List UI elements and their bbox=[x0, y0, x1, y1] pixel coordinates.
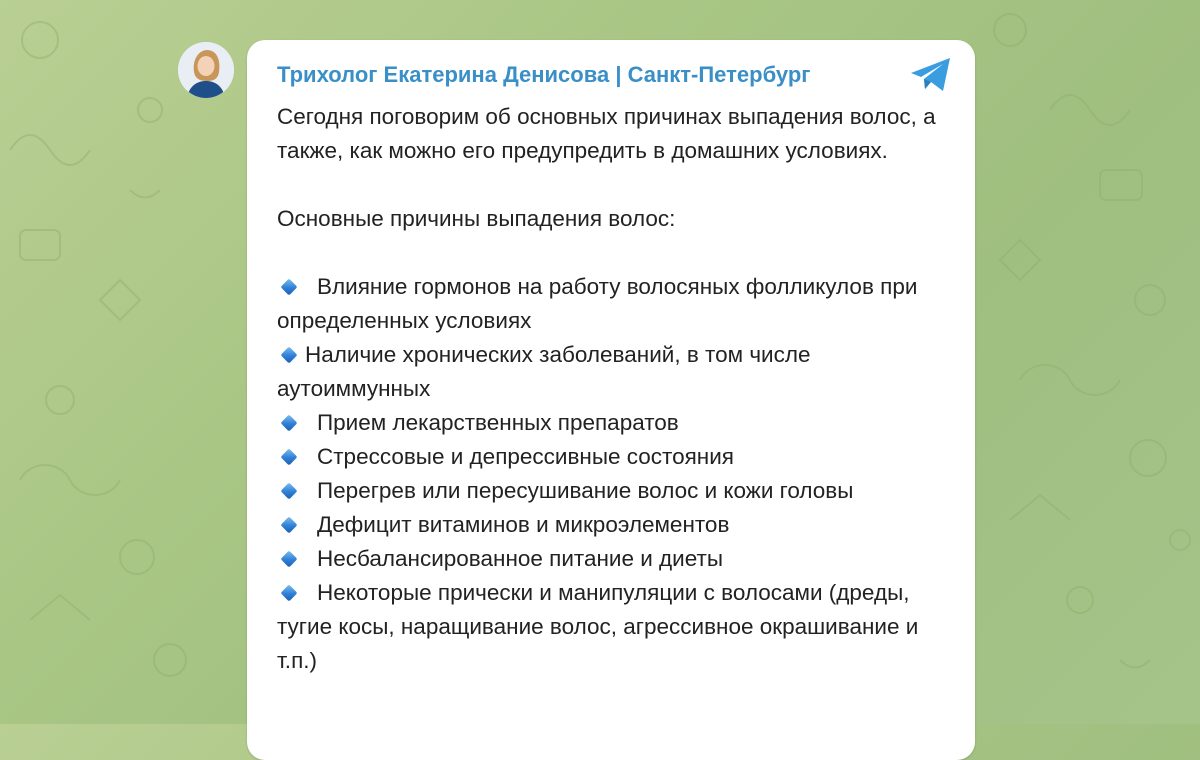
list-item: Стрессовые и депрессивные состояния bbox=[277, 440, 957, 474]
blue-diamond-icon bbox=[281, 415, 298, 432]
list-item: Наличие хронических заболеваний, в том числе аутоиммунных bbox=[277, 342, 811, 401]
list-item: Прием лекарственных препаратов bbox=[277, 406, 957, 440]
blue-diamond-icon bbox=[281, 551, 298, 568]
avatar-photo-icon bbox=[178, 42, 234, 98]
blue-diamond-icon bbox=[281, 279, 298, 296]
telegram-plane-icon[interactable] bbox=[909, 56, 953, 94]
list-item: Влияние гормонов на работу волосяных фолликулов при определенных условиях bbox=[277, 274, 918, 333]
list-item: Некоторые прически и манипуляции с волосами (дреды, тугие косы, наращивание волос, агрессивное окрашивание и т.п.) bbox=[277, 580, 919, 673]
channel-name[interactable]: Трихолог Екатерина Денисова | Санкт-Петербург bbox=[277, 62, 811, 87]
blue-diamond-icon bbox=[281, 585, 298, 602]
list-item: Перегрев или пересушивание волос и кожи головы bbox=[277, 474, 957, 508]
blue-diamond-icon bbox=[281, 347, 298, 364]
blue-diamond-icon bbox=[281, 517, 298, 534]
list-item: Несбалансированное питание и диеты bbox=[277, 542, 957, 576]
intro-paragraph: Сегодня поговорим об основных причинах выпадения волос, а также, как можно его предупредить в домашних условиях. bbox=[277, 104, 936, 163]
channel-avatar[interactable] bbox=[178, 42, 234, 98]
message-bubble bbox=[247, 40, 975, 760]
list-item: Дефицит витаминов и микроэлементов bbox=[277, 508, 957, 542]
blue-diamond-icon bbox=[281, 483, 298, 500]
blue-diamond-icon bbox=[281, 449, 298, 466]
message-text bbox=[277, 100, 957, 678]
list-title: Основные причины выпадения волос: bbox=[277, 206, 676, 231]
